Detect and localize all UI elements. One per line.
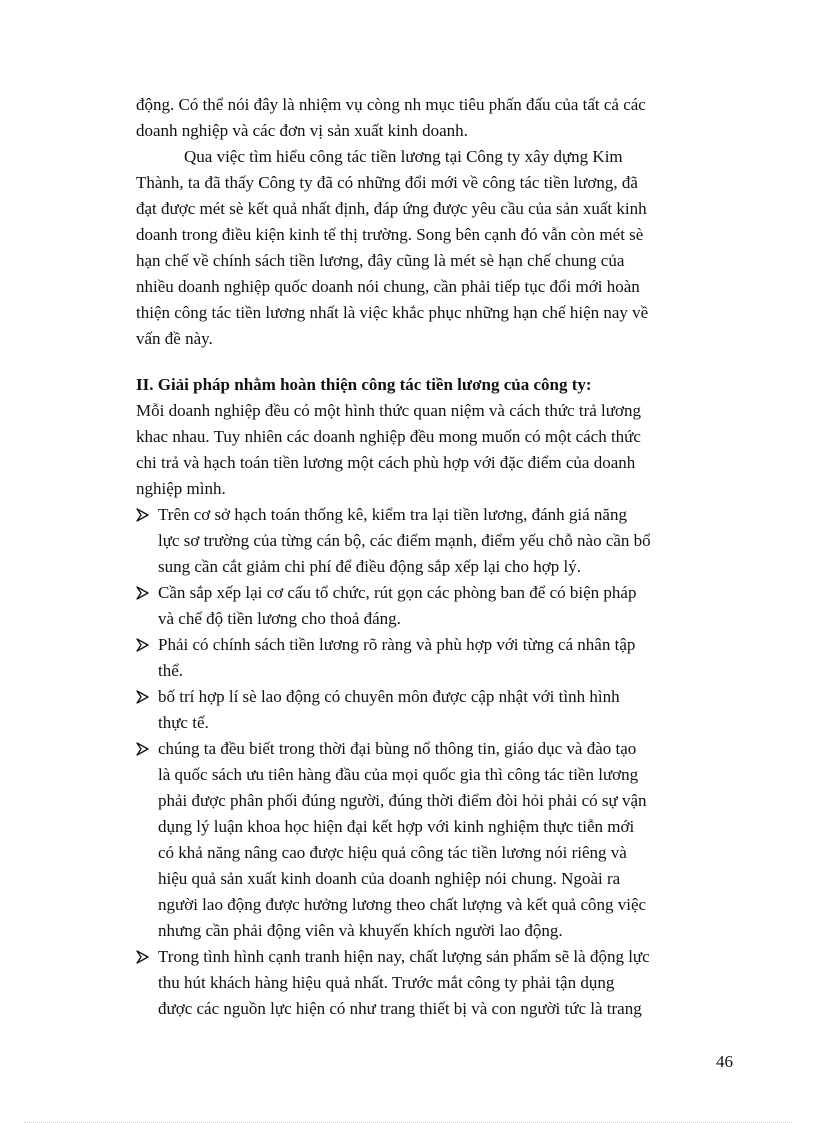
arrow-bullet-icon: [136, 580, 152, 606]
list-item: [136, 944, 720, 1022]
text-line: và chế độ tiền lương cho thoả đáng.: [158, 609, 401, 628]
spacer: [136, 352, 720, 372]
arrow-bullet-icon: [136, 502, 152, 528]
text-line: nghiệp mình.: [136, 479, 226, 498]
text-line: đạt được mét sè kết quả nhất định, đáp ứng được yêu cầu của sản xuất kinh: [136, 199, 647, 218]
text-line: Trên cơ sở hạch toán thống kê, kiểm tra lại tiền lương, đánh giá năng: [158, 505, 627, 524]
text-line: nhiều doanh nghiệp quốc doanh nói chung, cần phải tiếp tục đổi mới hoàn: [136, 277, 640, 296]
arrow-bullet-icon: [136, 944, 152, 970]
text-line: thiện công tác tiền lương nhất là việc khắc phục những hạn chế hiện nay về: [136, 303, 649, 322]
list-item: [136, 502, 720, 580]
text-line: chúng ta đều biết trong thời đại bùng nổ thông tin, giáo dục và đào tạo: [158, 739, 637, 758]
text-line: được các nguồn lực hiện có như trang thiết bị và con người tức là trang: [158, 999, 642, 1018]
text-line: động. Có thể nói đây là nhiệm vụ còng nh mục tiêu phấn đấu của tất cả các: [136, 95, 646, 114]
text-line: phải được phân phối đúng người, đúng thời điểm đòi hỏi phải có sự vận: [158, 791, 647, 810]
solution-list: [136, 502, 720, 1022]
arrow-bullet-icon: [136, 684, 152, 710]
list-item: [136, 684, 720, 736]
list-item: [136, 736, 720, 944]
text-line: thu hút khách hàng hiệu quả nhất. Trước mắt công ty phải tận dụng: [158, 973, 615, 992]
text-line: hiệu quả sản xuất kinh doanh của doanh nghiệp nói chung. Ngoài ra: [158, 869, 621, 888]
text-line: hạn chế về chính sách tiền lương, đây cũng là mét sè hạn chế chung của: [136, 251, 625, 270]
text-line: Thành, ta đã thấy Công ty đã có những đổi mới về công tác tiền lương, đã: [136, 173, 638, 192]
intro-paragraph: [136, 92, 720, 144]
arrow-bullet-icon: [136, 736, 152, 762]
text-line: thực tế.: [158, 713, 209, 732]
arrow-bullet-icon: [136, 632, 152, 658]
text-line: Phải có chính sách tiền lương rõ ràng và phù hợp với từng cá nhân tập: [158, 635, 636, 654]
text-line: doanh nghiệp và các đơn vị sản xuất kinh doanh.: [136, 121, 468, 140]
text-line: người lao động được hưởng lương theo chất lượng và kết quả công việc: [158, 895, 647, 914]
document-page: [136, 92, 720, 1022]
text-line: là quốc sách ưu tiên hàng đầu của mọi quốc gia thì công tác tiền lương: [158, 765, 639, 784]
summary-paragraph: [136, 144, 720, 352]
page-number: 46: [716, 1052, 733, 1071]
text-line: có khả năng nâng cao được hiệu quả công tác tiền lương nói riêng và: [158, 843, 627, 862]
text-line: vấn đề này.: [136, 329, 213, 348]
text-line: khac nhau. Tuy nhiên các doanh nghiệp đều mong muốn có một cách thức: [136, 427, 641, 446]
text-line: doanh trong điều kiện kinh tế thị trường. Song bên cạnh đó vẫn còn mét sè: [136, 225, 644, 244]
text-line: Qua việc tìm hiểu công tác tiền lương tại Công ty xây dựng Kim: [184, 147, 623, 166]
text-line: lực sơ trường của từng cán bộ, các điểm mạnh, điểm yếu chỗ nào cần bổ: [158, 531, 651, 550]
text-line: dụng lý luận khoa học hiện đại kết hợp với kinh nghiệm thực tiễn mới: [158, 817, 635, 836]
text-line: nhưng cần phải động viên và khuyến khích người lao động.: [158, 921, 563, 940]
text-line: chi trả và hạch toán tiền lương một cách phù hợp với đặc điểm của doanh: [136, 453, 636, 472]
section-intro-paragraph: [136, 398, 720, 502]
text-line: Trong tình hình cạnh tranh hiện nay, chất lượng sản phẩm sẽ là động lực: [158, 947, 650, 966]
text-line: thể.: [158, 661, 184, 680]
list-item: [136, 632, 720, 684]
text-line: Cần sắp xếp lại cơ cấu tổ chức, rút gọn các phòng ban để có biện pháp: [158, 583, 637, 602]
text-line: Mỗi doanh nghiệp đều có một hình thức quan niệm và cách thức trả lương: [136, 401, 641, 420]
text-line: sung cần cắt giảm chi phí để điều động sắp xếp lại cho hợp lý.: [158, 557, 582, 576]
list-item: [136, 580, 720, 632]
text-line: bố trí hợp lí sè lao động có chuyên môn được cập nhật với tình hình: [158, 687, 620, 706]
section-heading: II. Giải pháp nhằm hoàn thiện công tác tiền lương của công ty:: [136, 375, 592, 394]
